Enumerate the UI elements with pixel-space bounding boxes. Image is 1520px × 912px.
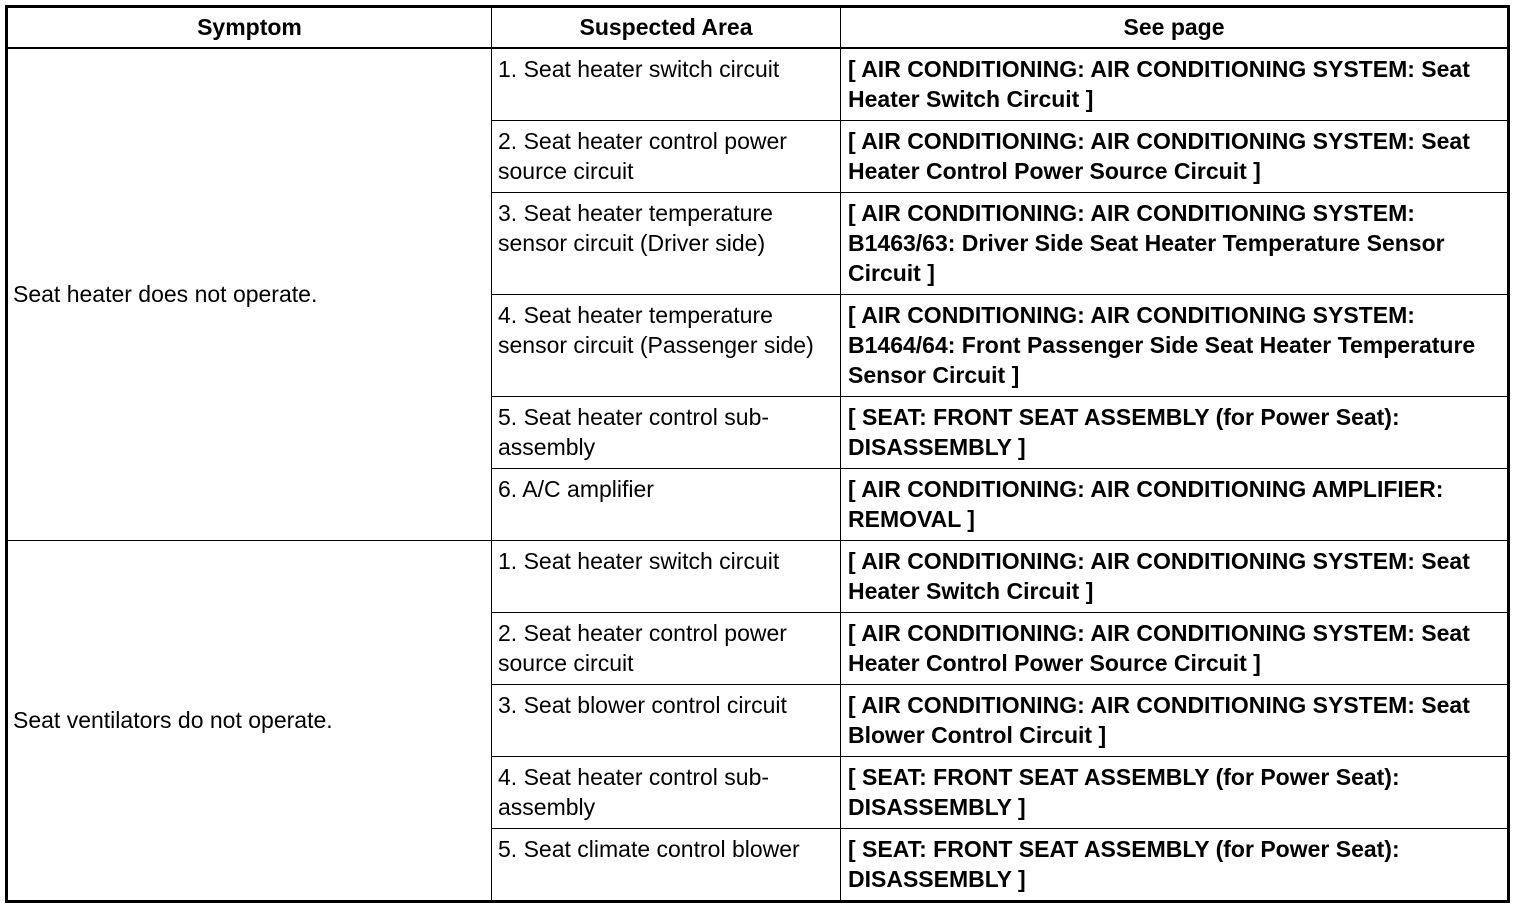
symptom-cell: Seat heater does not operate. (7, 48, 492, 541)
see-page-link[interactable]: [ SEAT: FRONT SEAT ASSEMBLY (for Power Seat): DISASSEMBLY ] (841, 829, 1509, 902)
see-page-link[interactable]: [ SEAT: FRONT SEAT ASSEMBLY (for Power Seat): DISASSEMBLY ] (841, 757, 1509, 829)
suspected-area-cell: 4. Seat heater control sub-assembly (492, 757, 841, 829)
suspected-area-cell: 3. Seat heater temperature sensor circuit (Driver side) (492, 193, 841, 295)
see-page-link[interactable]: [ AIR CONDITIONING: AIR CONDITIONING SYSTEM: Seat Heater Control Power Source Circuit ] (841, 121, 1509, 193)
see-page-link[interactable]: [ AIR CONDITIONING: AIR CONDITIONING AMPLIFIER: REMOVAL ] (841, 469, 1509, 541)
suspected-area-cell: 2. Seat heater control power source circuit (492, 121, 841, 193)
header-suspected-area: Suspected Area (492, 7, 841, 49)
see-page-link[interactable]: [ AIR CONDITIONING: AIR CONDITIONING SYSTEM: Seat Heater Switch Circuit ] (841, 541, 1509, 613)
table-row (7, 541, 1509, 613)
suspected-area-cell: 2. Seat heater control power source circuit (492, 613, 841, 685)
suspected-area-cell: 5. Seat climate control blower (492, 829, 841, 902)
see-page-link[interactable]: [ AIR CONDITIONING: AIR CONDITIONING SYSTEM: B1464/64: Front Passenger Side Seat Heater Temperature Sensor Circuit ] (841, 295, 1509, 397)
suspected-area-cell: 1. Seat heater switch circuit (492, 48, 841, 121)
header-row (7, 7, 1509, 49)
header-symptom: Symptom (7, 7, 492, 49)
suspected-area-cell: 4. Seat heater temperature sensor circuit (Passenger side) (492, 295, 841, 397)
suspected-area-cell: 5. Seat heater control sub-assembly (492, 397, 841, 469)
suspected-area-cell: 6. A/C amplifier (492, 469, 841, 541)
table-row (7, 48, 1509, 121)
see-page-link[interactable]: [ SEAT: FRONT SEAT ASSEMBLY (for Power Seat): DISASSEMBLY ] (841, 397, 1509, 469)
see-page-link[interactable]: [ AIR CONDITIONING: AIR CONDITIONING SYSTEM: Seat Heater Control Power Source Circuit ] (841, 613, 1509, 685)
see-page-link[interactable]: [ AIR CONDITIONING: AIR CONDITIONING SYSTEM: Seat Blower Control Circuit ] (841, 685, 1509, 757)
see-page-link[interactable]: [ AIR CONDITIONING: AIR CONDITIONING SYSTEM: B1463/63: Driver Side Seat Heater Temperature Sensor Circuit ] (841, 193, 1509, 295)
suspected-area-cell: 1. Seat heater switch circuit (492, 541, 841, 613)
suspected-area-cell: 3. Seat blower control circuit (492, 685, 841, 757)
troubleshooting-table (5, 5, 1510, 903)
see-page-link[interactable]: [ AIR CONDITIONING: AIR CONDITIONING SYSTEM: Seat Heater Switch Circuit ] (841, 48, 1509, 121)
header-see-page: See page (841, 7, 1509, 49)
symptom-cell: Seat ventilators do not operate. (7, 541, 492, 902)
